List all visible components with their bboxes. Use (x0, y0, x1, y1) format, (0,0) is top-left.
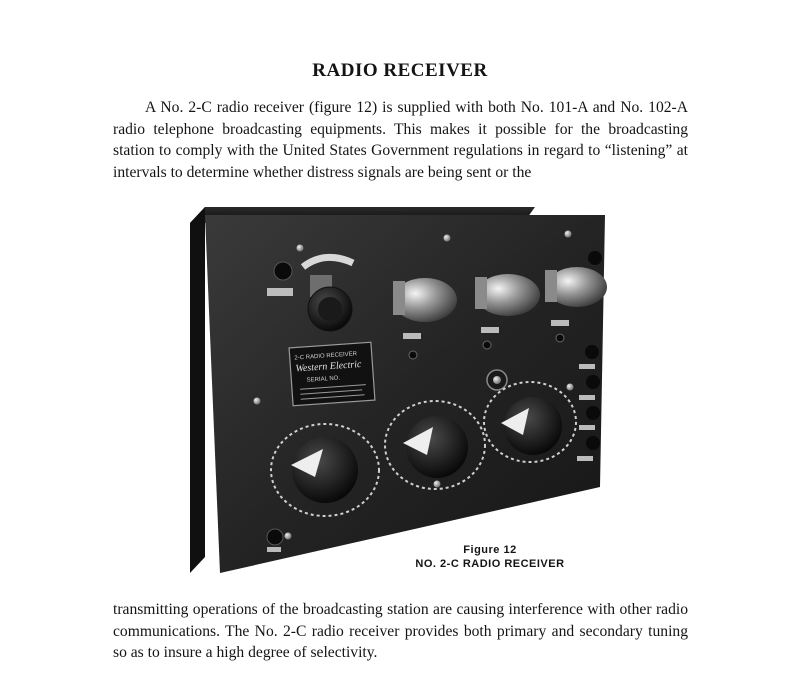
phone-jack-icon (267, 529, 283, 552)
figure-caption (390, 543, 590, 571)
nameplate-line-2: Western Electric (295, 358, 362, 375)
nameplate-line-1: 2-C RADIO RECEIVER (294, 351, 358, 362)
cabinet-side (190, 207, 205, 573)
front-panel (205, 215, 605, 573)
figure-number: Figure 12 (463, 544, 517, 556)
paragraph-top: A No. 2-C radio receiver (figure 12) is supplied with both No. 101-A and No. 102-A radio telephone broadcasting equipments. This makes it possible for the broadcasting station to comply with the United States Government regulations in regard to “listening” at intervals to determine whether distress signals are being sent or the (113, 99, 688, 181)
center-switch-icon (487, 370, 507, 390)
page-heading: RADIO RECEIVER (312, 60, 488, 81)
figure-title: NO. 2-C RADIO RECEIVER (415, 558, 565, 570)
nameplate-line-3: SERIAL NO. (306, 375, 341, 384)
radio-receiver-photo (175, 205, 620, 577)
nameplate (289, 342, 375, 406)
paragraph-bottom: transmitting operations of the broadcasting station are causing interference with other radio communications. The No. 2-C radio receiver provides both primary and secondary tuning so as to insure a high degree of selectivity. (113, 601, 688, 661)
